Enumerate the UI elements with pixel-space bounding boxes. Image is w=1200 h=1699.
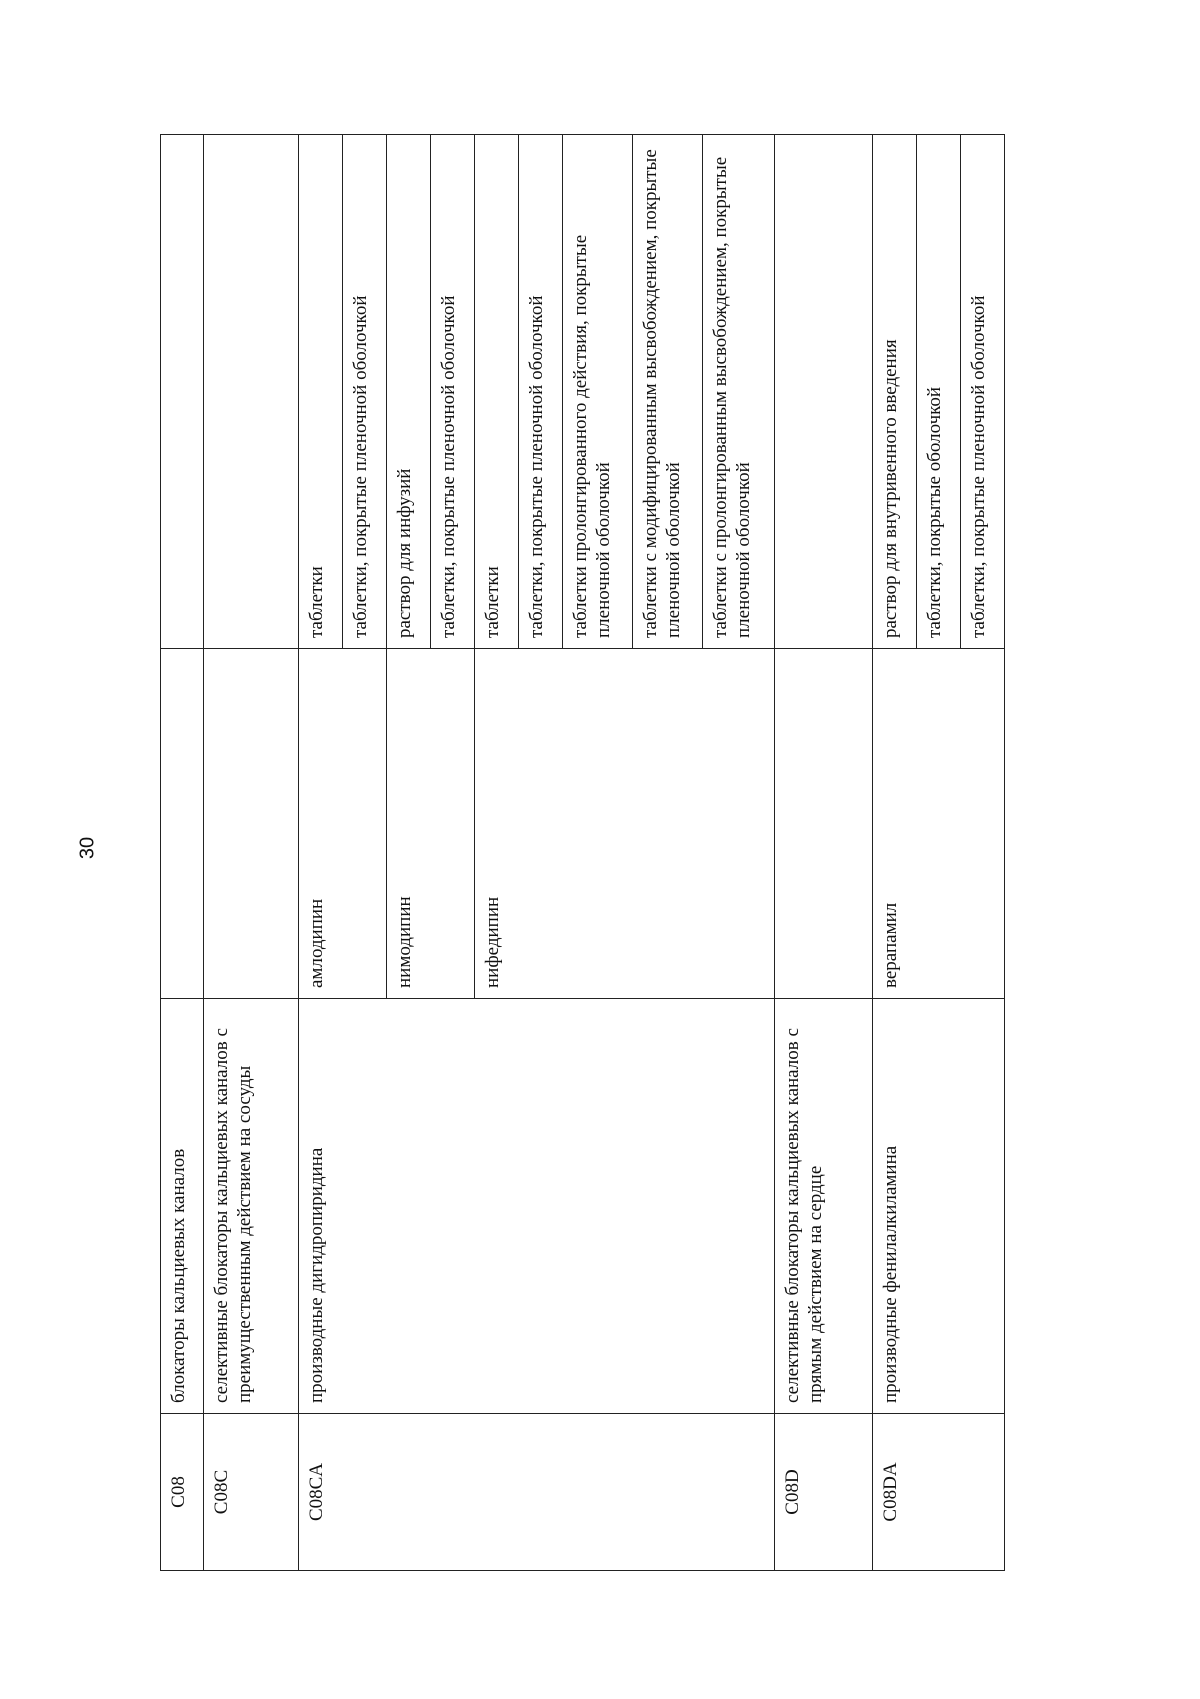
table-row bbox=[299, 135, 343, 1571]
group-name: селективные блокаторы кальциевых каналов с прямым действием на сердце bbox=[775, 999, 873, 1414]
dosage-form: раствор для инфузий bbox=[387, 135, 431, 649]
table-row bbox=[775, 135, 873, 1571]
drug-name bbox=[204, 649, 299, 999]
dosage-form: таблетки bbox=[475, 135, 519, 649]
dosage-form: таблетки, покрытые пленочной оболочкой bbox=[519, 135, 563, 649]
dosage-form: таблетки, покрытые пленочной оболочкой bbox=[343, 135, 387, 649]
drug-name: верапамил bbox=[873, 649, 1005, 999]
drug-name bbox=[775, 649, 873, 999]
drug-name: нимодипин bbox=[387, 649, 475, 999]
group-name: производные дигидропиридина bbox=[299, 999, 775, 1414]
group-name: производные фенилалкиламина bbox=[873, 999, 1005, 1414]
table-row bbox=[161, 135, 204, 1571]
dosage-form: таблетки, покрытые пленочной оболочкой bbox=[961, 135, 1005, 649]
atc-code: C08D bbox=[775, 1414, 873, 1571]
drug-name: амлодипин bbox=[299, 649, 387, 999]
dosage-form: таблетки пролонгированного действия, покрытые пленочной оболочкой bbox=[563, 135, 633, 649]
dosage-form: таблетки с модифицированным высвобождением, покрытые пленочной оболочкой bbox=[633, 135, 703, 649]
drug-table bbox=[160, 134, 1005, 1571]
atc-code: C08 bbox=[161, 1414, 204, 1571]
page-number: 30 bbox=[76, 836, 99, 860]
dosage-form: таблетки с пролонгированным высвобождением, покрытые пленочной оболочкой bbox=[703, 135, 775, 649]
drug-name bbox=[161, 649, 204, 999]
dosage-form: таблетки bbox=[299, 135, 343, 649]
dosage-form bbox=[161, 135, 204, 649]
table-row bbox=[204, 135, 299, 1571]
drug-table-container bbox=[160, 135, 1095, 1571]
atc-code: C08CA bbox=[299, 1414, 775, 1571]
dosage-form bbox=[775, 135, 873, 649]
group-name: блокаторы кальциевых каналов bbox=[161, 999, 204, 1414]
dosage-form: таблетки, покрытые пленочной оболочкой bbox=[431, 135, 475, 649]
drug-name: нифедипин bbox=[475, 649, 775, 999]
group-name: селективные блокаторы кальциевых каналов с преимущественным действием на сосуды bbox=[204, 999, 299, 1414]
table-row bbox=[873, 135, 917, 1571]
dosage-form: таблетки, покрытые оболочкой bbox=[917, 135, 961, 649]
atc-code: C08DA bbox=[873, 1414, 1005, 1571]
dosage-form bbox=[204, 135, 299, 649]
atc-code: C08C bbox=[204, 1414, 299, 1571]
dosage-form: раствор для внутривенного введения bbox=[873, 135, 917, 649]
